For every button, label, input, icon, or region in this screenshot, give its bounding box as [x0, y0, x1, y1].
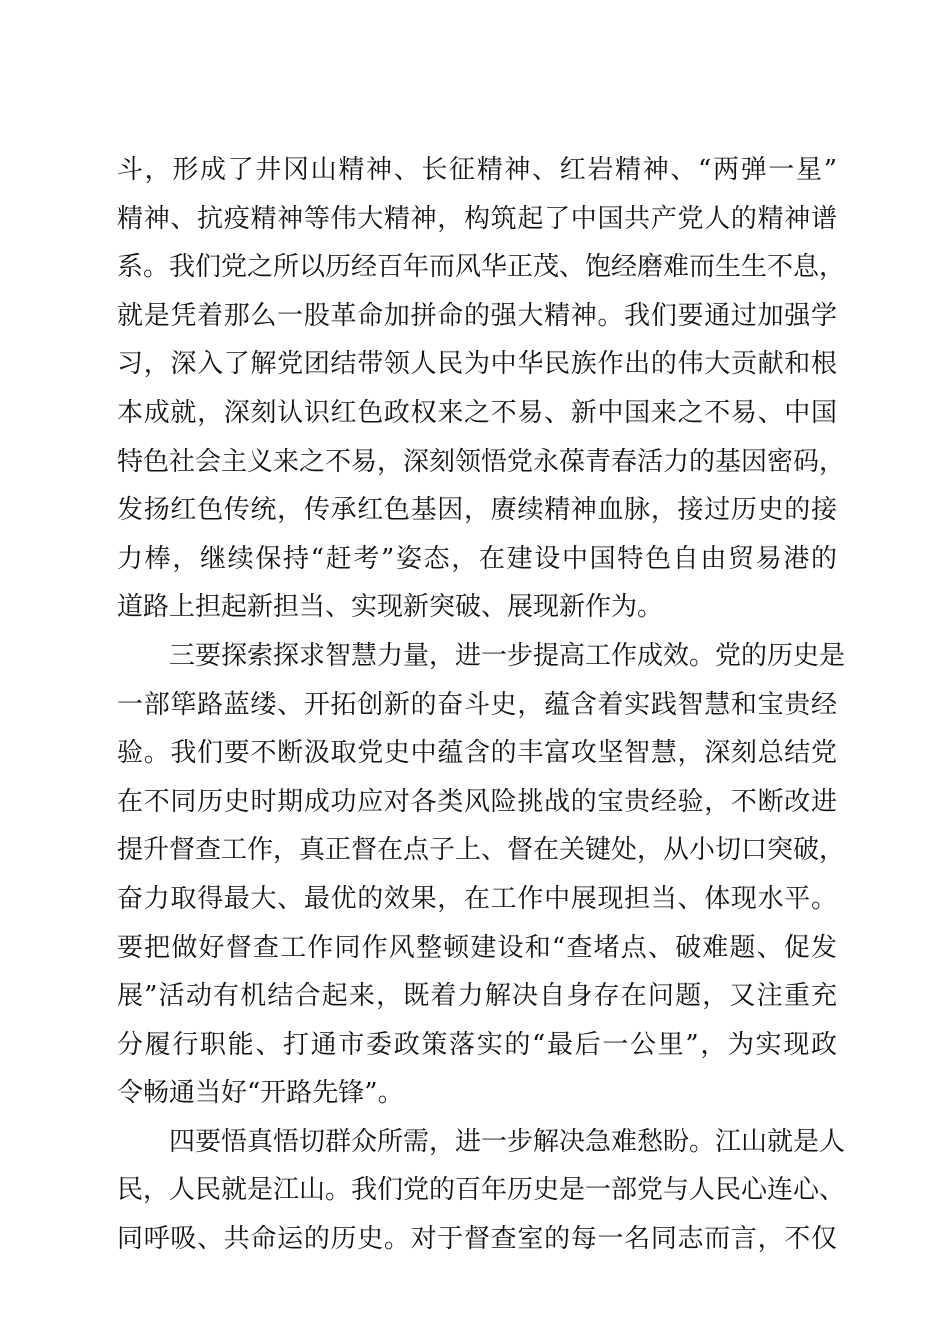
text-line: 令畅通当好“开路先锋”。 [117, 1078, 404, 1109]
text-line: 习，深入了解党团结带领人民为中华民族作出的伟大贡献和根 [117, 349, 837, 380]
paragraph-continuation [117, 146, 846, 632]
text-line: 力棒，继续保持“赶考”姿态，在建设中国特色自由贸易港的 [117, 543, 837, 574]
paragraph-four [117, 1118, 846, 1264]
text-line: 斗，形成了井冈山精神、长征精神、红岩精神、“两弹一星” [117, 155, 837, 185]
text-line: 特色社会主义来之不易，深刻领悟党永葆青春活力的基因密码， [117, 446, 846, 477]
text-line: 发扬红色传统，传承红色基因，赓续精神血脉，接过历史的接 [117, 495, 837, 526]
text-line: 本成就，深刻认识红色政权来之不易、新中国来之不易、中国 [117, 397, 837, 428]
text-line: 系。我们党之所以历经百年而风华正茂、饱经磨难而生生不息， [117, 252, 846, 283]
paragraph-three [117, 632, 846, 1118]
text-line: 四要悟真悟切群众所需，进一步解决急难愁盼。江山就是人 [169, 1126, 846, 1157]
text-line: 三要探索探求智慧力量，进一步提高工作成效。党的历史是 [169, 640, 846, 671]
body-text [117, 146, 846, 1264]
text-line: 要把做好督查工作同作风整顿建设和“查堵点、破难题、促发 [117, 932, 837, 963]
text-line: 就是凭着那么一股革命加拼命的强大精神。我们要通过加强学 [117, 300, 837, 331]
text-line: 在不同历史时期成功应对各类风险挑战的宝贵经验，不断改进 [117, 786, 837, 817]
text-line: 分履行职能、打通市委政策落实的“最后一公里”，为实现政 [117, 1029, 837, 1060]
text-line: 同呼吸、共命运的历史。对于督查室的每一名同志而言，不仅 [117, 1224, 837, 1255]
text-line: 精神、抗疫精神等伟大精神，构筑起了中国共产党人的精神谱 [117, 203, 837, 234]
text-line: 道路上担起新担当、实现新突破、展现新作为。 [117, 592, 664, 623]
text-line: 提升督查工作，真正督在点子上、督在关键处，从小切口突破， [117, 835, 846, 866]
text-line: 一部筚路蓝缕、开拓创新的奋斗史，蕴含着实践智慧和宝贵经 [117, 689, 837, 720]
text-line: 民，人民就是江山。我们党的百年历史是一部党与人民心连心、 [117, 1175, 846, 1206]
text-line: 展”活动有机结合起来，既着力解决自身存在问题，又注重充 [117, 981, 837, 1012]
text-line: 奋力取得最大、最优的效果，在工作中展现担当、体现水平。 [117, 883, 837, 914]
text-line: 验。我们要不断汲取党史中蕴含的丰富攻坚智慧，深刻总结党 [117, 738, 837, 769]
